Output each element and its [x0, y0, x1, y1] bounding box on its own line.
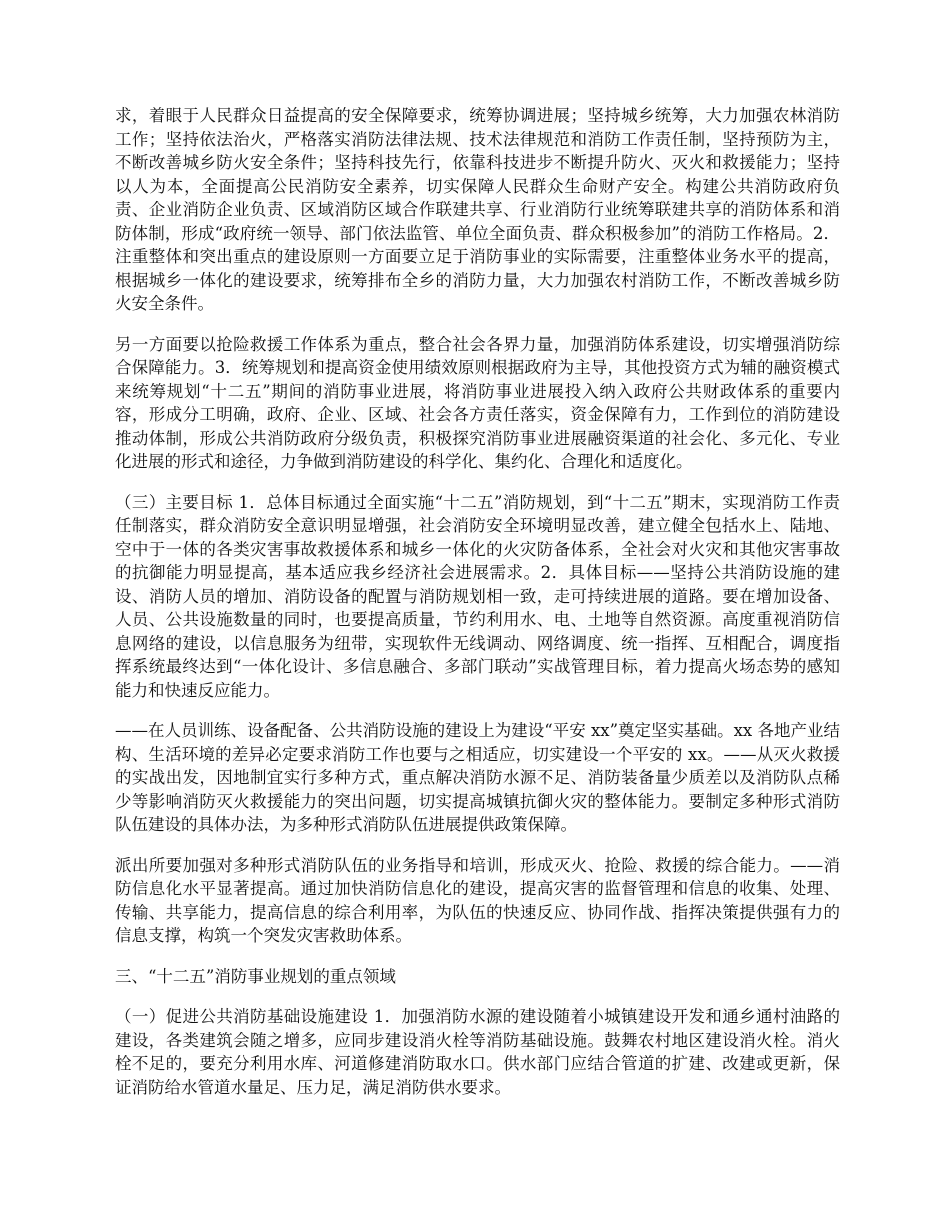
section-heading-key-areas: 三、“十二五”消防事业规划的重点领域: [115, 966, 396, 986]
paragraph-personnel-training: ——在人员训练、设备配备、公共消防设施的建设上为建设“平安 xx”奠定坚实基础。xx 各地产业结构、生活环境的差异必定要求消防工作也要与之相适应，切实建设一个平安的 xx。——从灭火救援的实战出发，因地制宜实行多种方式，重点解决消防水源不足、消防装备量少质差以及消防队点稀少等影响消防灭火救援能力的突出问题，切实提高城镇抗御火灾的整体能力。要制定多种形式消防队伍建设的具体办法，为多种形式消防队伍进展提供政策保障。: [115, 721, 840, 834]
paragraph-rescue-system: 另一方面要以抢险救援工作体系为重点，整合社会各界力量，加强消防体系建设，切实增强消防综合保障能力。3．统筹规划和提高资金使用绩效原则根据政府为主导，其他投资方式为辅的融资模式来统筹规划“十二五”期间的消防事业进展，将消防事业进展投入纳入政府公共财政体系的重要内容，形成分工明确，政府、企业、区域、社会各方责任落实，资金保障有力，工作到位的消防建设推动体制，形成公共消防政府分级负责，积极探究消防事业进展融资渠道的社会化、多元化、专业化进展的形式和途径，力争做到消防建设的科学化、集约化、合理化和适度化。: [115, 334, 840, 471]
paragraph-police-station-guidance: 派出所要加强对多种形式消防队伍的业务指导和培训，形成灭火、抢险、救援的综合能力。——消防信息化水平显著提高。通过加快消防信息化的建设，提高灾害的监督管理和信息的收集、处理、传输、共享能力，提高信息的综合利用率，为队伍的快速反应、协同作战、指挥决策提供强有力的信息支撑，构筑一个突发灾害救助体系。: [115, 855, 840, 945]
document-body: [115, 104, 840, 1116]
paragraph-main-objectives: （三）主要目标 1．总体目标通过全面实施“十二五”消防规划，到“十二五”期末，实现消防工作责任制落实，群众消防安全意识明显增强，社会消防安全环境明显改善，建立健全包括水上、陆地、空中于一体的各类灾害事故救援体系和城乡一体化的火灾防备体系，全社会对火灾和其他灾害事故的抗御能力明显提高，基本适应我乡经济社会进展需求。2．具体目标——坚持公共消防设施的建设、消防人员的增加、消防设备的配置与消防规划相一致，走可持续进展的道路。要在增加设备、人员、公共设施数量的同时，也要提高质量，节约利用水、电、土地等自然资源。高度重视消防信息网络的建设，以信息服务为纽带，实现软件无线调动、网络调度、统一指挥、互相配合，调度指挥系统最终达到“一体化设计、多信息融合、多部门联动”实战管理目标，着力提高火场态势的感知能力和快速反应能力。: [115, 492, 840, 700]
paragraph-basic-principles: 求，着眼于人民群众日益提高的安全保障要求，统筹协调进展；坚持城乡统筹，大力加强农林消防工作；坚持依法治火，严格落实消防法律法规、技术法律规范和消防工作责任制，坚持预防为主，不断改善城乡防火安全条件；坚持科技先行，依靠科技进步不断提升防火、灭火和救援能力；坚持以人为本，全面提高公民消防安全素养，切实保障人民群众生命财产安全。构建公共消防政府负责、企业消防企业负责、区域消防区域合作联建共享、行业消防行业统筹联建共享的消防体系和消防体制，形成“政府统一领导、部门依法监管、单位全面负责、群众积极参加”的消防工作格局。2．注重整体和突出重点的建设原则一方面要立足于消防事业的实际需要，注重整体业务水平的提高，根据城乡一体化的建设要求，统筹排布全乡的消防力量，大力加强农村消防工作，不断改善城乡防火安全条件。: [115, 106, 840, 313]
paragraph-infrastructure: （一）促进公共消防基础设施建设 1．加强消防水源的建设随着小城镇建设开发和通乡通村油路的建设，各类建筑会随之增多，应同步建设消火栓等消防基础设施。鼓舞农村地区建设消火栓。消火栓不足的，要充分利用水库、河道修建消防取水口。供水部门应结合管道的扩建、改建或更新，保证消防给水管道水量足、压力足，满足消防供水要求。: [115, 1007, 840, 1097]
